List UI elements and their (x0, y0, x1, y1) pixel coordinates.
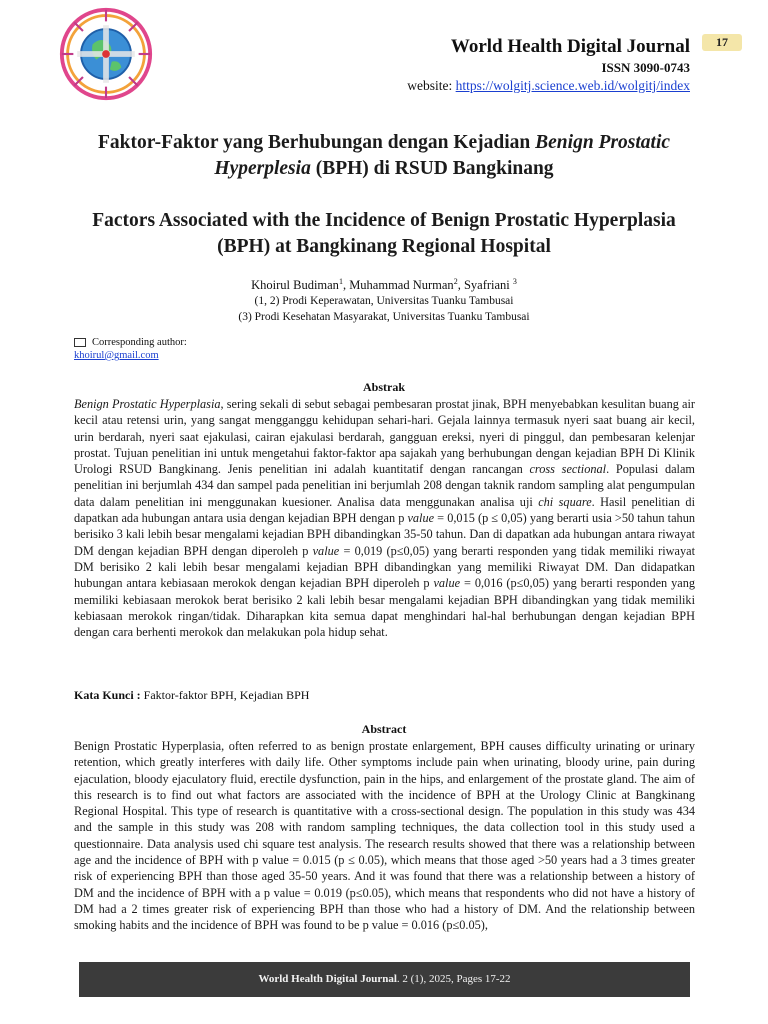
journal-title: World Health Digital Journal (450, 36, 690, 57)
title-id-part2: (BPH) di RSUD Bangkinang (310, 158, 554, 179)
page-footer (79, 962, 690, 997)
keywords-value: Faktor-faktor BPH, Kejadian BPH (140, 688, 310, 702)
author-sup: 2 (453, 277, 458, 286)
journal-logo (58, 6, 154, 102)
footer-details: . 2 (1), 2025, Pages 17-22 (396, 973, 511, 985)
abstract-body: Benign Prostatic Hyperplasia, often referred to as benign prostate enlargement, BPH causes difficulty urinating or urinary retention, which greatly interferes with daily life. Other symptoms include pain when urinating, bloody urine, pain during ejaculation, bloody ejaculatory fluid, erectile dysfunction, pain in the hips, and enlargement of the prostate gland. The aim of this research is to find out what factors are associated with the incidence of BPH at the Urology Clinic at Bangkinang Regional Hospital. This type of research is quantitative with a cross-sectional design. The population in this study was 434 and the sample in this study was 208 with random sampling techniques, the data collection tool in this study used a questionnaire. Data analysis used chi square test analysis. The research results showed that there was a relationship between age and the incidence of BPH with p value = 0.015 (p ≤ 0.05), which means that those aged >50 years had a 3 times greater risk of experiencing BPH than those aged 35-50 years. And it was found that there was a relationship between a history of DM and the incidence of BPH with a p value = 0.019 (p≤0.05), which means that respondents who did not have a history of DM had a 2 times greater risk of experiencing BPH than those who had a history of DM. And the relationship between smoking habits and the incidence of BPH was found to be p value = 0.016 (p≤0.05), (74, 739, 695, 933)
affiliation-2: (3) Prodi Kesehatan Masyarakat, Universitas Tuanku Tambusai (238, 311, 530, 324)
abstrak-text: . Hasil penelitian di dapatkan ada hubungan antara usia dengan kejadian BPH dengan p (74, 494, 695, 526)
title-indonesian (78, 130, 690, 182)
abstrak-italic: value (312, 543, 340, 558)
website-label: website: (407, 78, 453, 93)
abstrak-text: . Populasi dalam penelitian ini berjumlah 434 dan sampel pada penelitian ini berjumlah 208 dengan taknik random sampling alat pengumpulan data dalam penelitian ini menggunakan kuesioner. Analisa data menggunakan analisa uji (74, 462, 695, 509)
corresponding-author (74, 336, 187, 362)
envelope-icon (74, 338, 86, 347)
corresponding-email[interactable]: khoirul@gmail.com (74, 350, 159, 361)
keywords-label: Kata Kunci : (74, 688, 141, 702)
author-names: Khoirul Budiman$^1$, Muhammad Nurman$^2$, Syafriani $^3$ (251, 277, 517, 293)
abstrak-text: = 0,015 (p ≤ 0,05) yang berarti usia >50 tahun tahun berisiko 3 kali lebih besar mengalami kejadian BPH dibandingkan 35-50 tahun. Dan di dapatkan ada hubungan antara riwayat DM dengan kejadian BPH dengan diperoleh p (74, 511, 695, 558)
abstrak-text: = 0,019 (p≤0,05) yang berarti responden yang tidak memiliki riwayat DM berisiko 2 kali lebih besar mengalami kejadian BPH dibandingkan yang memiliki Riwayat DM. Dan didapatkan hubungan antara kebiasaan merokok dengan kejadian BPH diperoleh p (74, 543, 696, 591)
page-number-badge: 17 (702, 34, 742, 51)
title-id-italic: Benign Prostatic Hyperplesia (214, 132, 671, 179)
authors-block (78, 274, 690, 325)
affiliation-1: (1, 2) Prodi Keperawatan, Universitas Tuanku Tambusai (254, 295, 514, 308)
author-name: Muhammad Nurman (349, 278, 454, 293)
title-id-part1: Faktor-Faktor yang Berhubungan dengan Kejadian (97, 132, 536, 153)
abstrak-italic: Benign Prostatic Hyperplasia (74, 397, 221, 411)
abstrak-italic: value (407, 511, 435, 526)
abstrak-italic: cross sectional (529, 462, 607, 477)
author-name: Syafriani (463, 278, 510, 293)
abstrak-italic: value (433, 576, 461, 591)
abstrak-text: , sering sekali di sebut sebagai pembesaran prostat jinak, BPH menyebabkan kesulitan buang air kecil atau retensi urin, yang sangat mengganggu kehidupan sehari-hari. Gejala lainnya termasuk nyeri saat buang air kecil, urin berdarah, nyeri saat ejakulasi, cairan ejakulasi berdarah, gangguan ereksi, nyeri di pinggul, dan pembesaran kelenjar prostat. Tujuan penelitian ini untuk mengetahui faktor-faktor apa sajakah yang berhubungan dengan kejadian BPH Di Klinik Urologi RSUD Bangkinang. Jenis penelitian ini adalah kuantitatif dengan rancangan (74, 397, 695, 477)
website-link[interactable]: https://wolgitj.science.web.id/wolgitj/index (455, 78, 690, 93)
author-sup: 1 (338, 277, 343, 286)
keywords (74, 688, 309, 703)
abstrak-heading: Abstrak (362, 380, 405, 394)
footer-journal: World Health Digital Journal (258, 973, 397, 985)
issn: ISSN 3090-0743 (601, 60, 690, 75)
title-english: Factors Associated with the Incidence of Benign Prostatic Hyperplasia (BPH) at Bangkinang Regional Hospital (92, 210, 676, 257)
abstrak-italic: chi square (538, 494, 592, 509)
author-name: Khoirul Budiman (251, 278, 339, 293)
abstract-heading: Abstract (361, 722, 407, 736)
corresponding-label: Corresponding author: (92, 337, 187, 348)
website-line (407, 78, 690, 94)
author-sup: 3 (512, 277, 517, 286)
abstrak-body (74, 396, 695, 640)
abstrak-text: = 0,016 (p≤0,05) yang berarti responden yang memiliki kebiasaan merokok berat berisiko 2 kali lebih besar mengalami kejadian BPH dibandingkan yang tidak memiliki kebiasaan merokok ringan/tidak. Diharapkan kita semua dapat menghindari hal-hal berhubungan dengan kejadian BPH dengan cara berhenti merokok dan melakukan pola hidup sehat. (74, 576, 695, 640)
